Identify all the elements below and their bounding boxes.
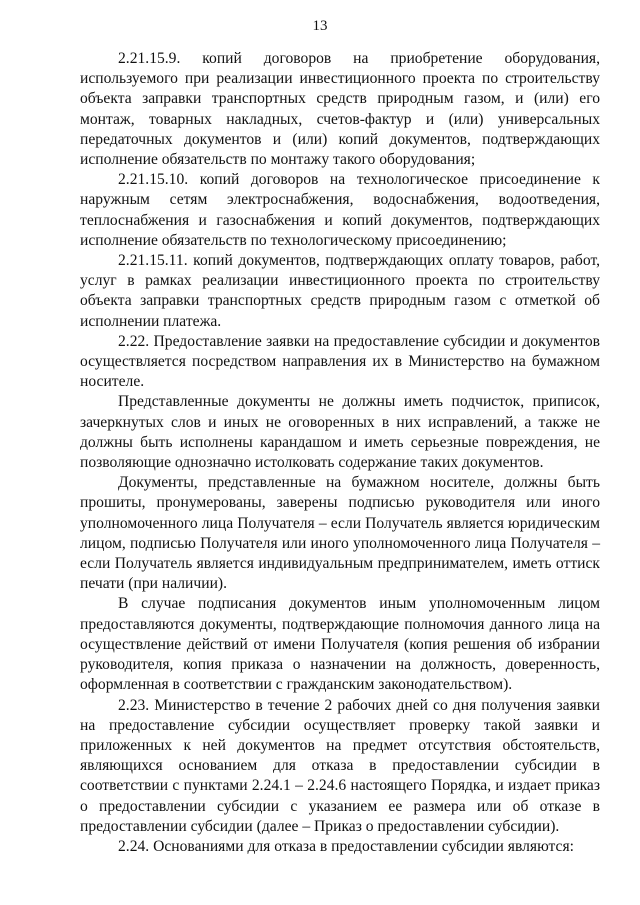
page-number: 13: [312, 18, 328, 34]
paragraph-2-21-15-11: 2.21.15.11. копий документов, подтверждающих оплату товаров, работ, услуг в рамках реализации инвестиционного проекта по строительству объекта заправки транспортных средств природным газом с отметкой об исполнении платежа.: [80, 252, 600, 330]
paragraph-2-21-15-9: 2.21.15.9. копий договоров на приобретение оборудования, используемого при реализации инвестиционного проекта по строительству объекта заправки транспортных средств природным газом, и (или) его монтаж, товарных накладных, счетов-фактур и (или) универсальных передаточных документов и (или) копий документов, подтверждающих исполнение обязательств по монтажу такого оборудования;: [80, 50, 600, 169]
document-body: [80, 49, 600, 857]
paragraph-2-22: 2.22. Предоставление заявки на предоставление субсидии и документов осуществляется посредством направления их в Министерство на бумажном носителе.: [80, 332, 600, 391]
paragraph-document-requirements: Представленные документы не должны иметь подчисток, приписок, зачеркнутых слов и иных не оговоренных в них исправлений, а также не должны быть исполнены карандашом и иметь серьезные повреждения, не позволяющие однозначно истолковать содержание таких документов.: [80, 393, 600, 472]
paragraph-paper-documents: Документы, представленные на бумажном носителе, должны быть прошиты, пронумерованы, заверены подписью руководителя или иного уполномоченного лица Получателя – если Получатель является юридическим лицом, подписью Получателя или иного уполномоченного лица Получателя – если Получатель является индивидуальным предпринимателем, иметь оттиск печати (при наличии).: [80, 474, 600, 593]
paragraph-2-21-15-10: 2.21.15.10. копий договоров на технологическое присоединение к наружным сетям электроснабжения, водоснабжения, водоотведения, теплоснабжения и газоснабжения и копий документов, подтверждающих исполнение обязательств по технологическому присоединению;: [80, 171, 600, 249]
paragraph-2-23: 2.23. Министерство в течение 2 рабочих дней со дня получения заявки на предоставление субсидии осуществляет проверку такой заявки и приложенных к ней документов на предмет отсутствия обстоятельств, являющихся основанием для отказа в предоставлении субсидии в соответствии с пунктами 2.24.1 – 2.24.6 настоящего Порядка, и издает приказ о предоставлении субсидии с указанием ее размера или об отказе в предоставлении субсидии (далее – Приказ о предоставлении субсидии).: [80, 696, 600, 835]
paragraph-2-24: 2.24. Основаниями для отказа в предоставлении субсидии являются:: [118, 837, 574, 855]
paragraph-authorized-person: В случае подписания документов иным уполномоченным лицом предоставляются документы, подтверждающие полномочия данного лица на осуществление действий от имени Получателя (копия решения об избрании руководителя, копия приказа о назначении на должность, доверенность, оформленная в соответствии с гражданским законодательством).: [80, 595, 600, 694]
